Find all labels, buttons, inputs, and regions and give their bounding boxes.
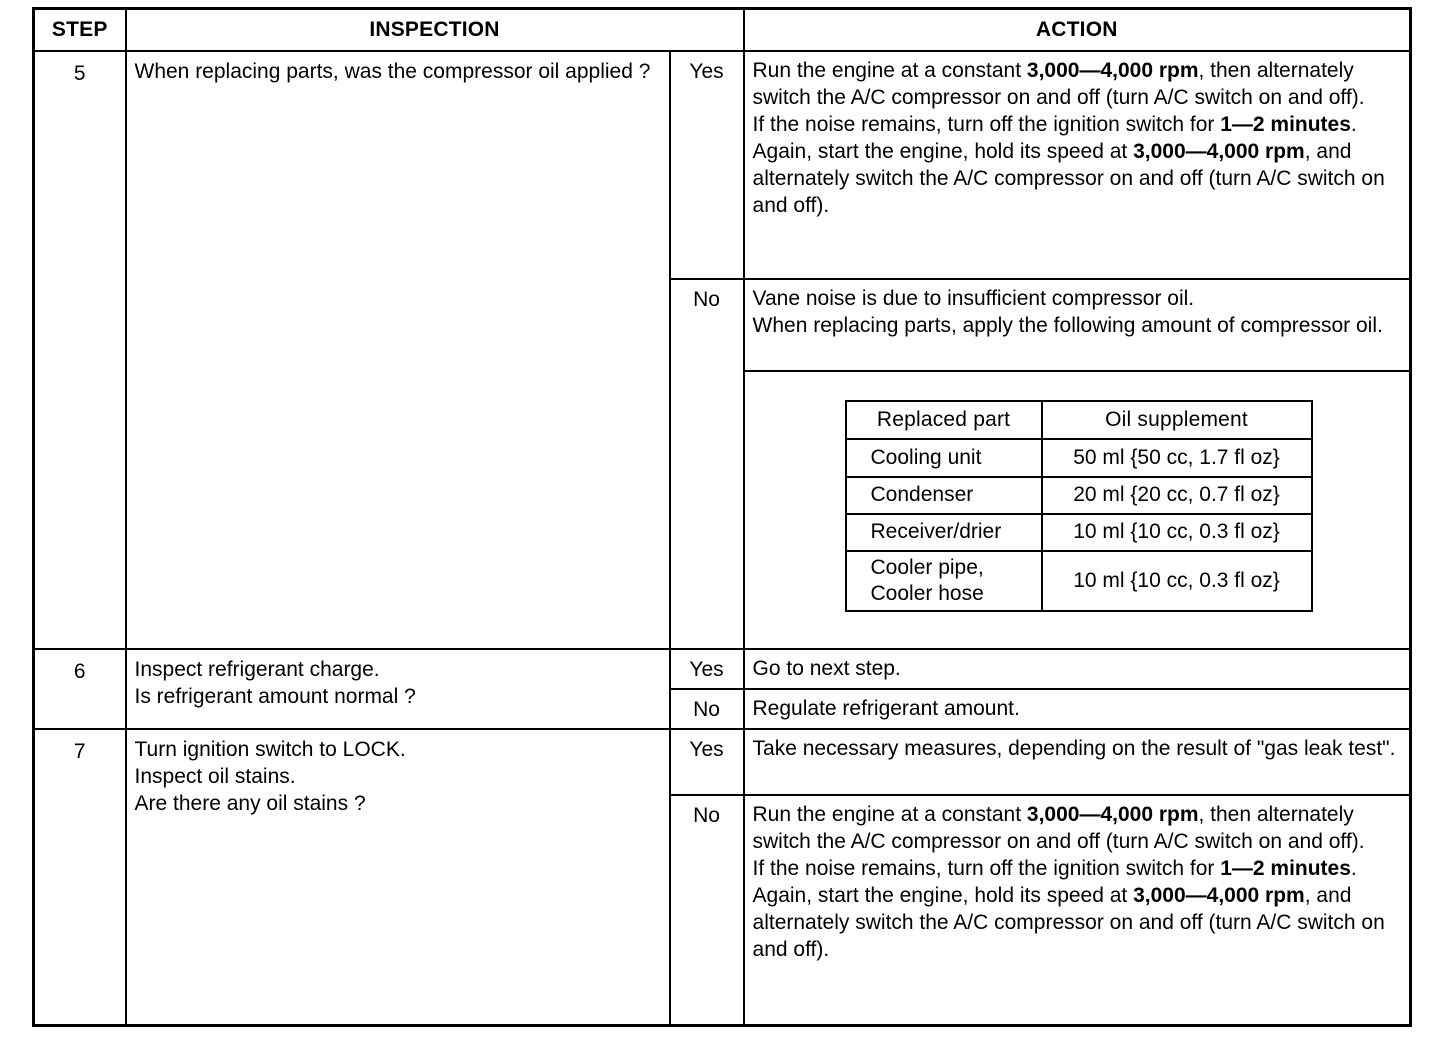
action-text: Regulate refrigerant amount. (744, 689, 1411, 729)
header-action: ACTION (744, 9, 1411, 51)
oil-row (846, 514, 1312, 551)
step-number: 7 (34, 729, 126, 1026)
action-text: Take necessary measures, depending on the result of "gas leak test". (744, 729, 1411, 795)
inspection-text: Inspect refrigerant charge. Is refrigerant amount normal ? (126, 649, 670, 729)
header-row (34, 9, 1411, 51)
oil-col-part: Replaced part (846, 401, 1042, 439)
no-label: No (670, 795, 744, 1026)
action-text: Run the engine at a constant 3,000—4,000 rpm, then alternately switch the A/C compressor on and off (turn A/C switch on and off). If the noise remains, turn off the ignition switch for 1—2 minutes. Again, start the engine, hold its speed at 3,000—4,000 rpm, and alternately switch the A/C compressor on and off (turn A/C switch on and off). (744, 795, 1411, 1026)
oil-amount: 50 ml {50 cc, 1.7 fl oz} (1042, 439, 1312, 477)
oil-row (846, 551, 1312, 611)
oil-part: Cooler pipe, Cooler hose (846, 551, 1042, 611)
diagnosis-table (32, 7, 1412, 1027)
header-step: STEP (34, 9, 126, 51)
oil-part: Cooling unit (846, 439, 1042, 477)
no-label: No (670, 689, 744, 729)
oil-amount: 10 ml {10 cc, 0.3 fl oz} (1042, 551, 1312, 611)
step-number: 6 (34, 649, 126, 729)
table-row (34, 51, 1411, 279)
oil-row (846, 439, 1312, 477)
yes-label: Yes (670, 51, 744, 279)
oil-part: Condenser (846, 477, 1042, 514)
inspection-text: When replacing parts, was the compressor oil applied ? (126, 51, 670, 649)
yes-label: Yes (670, 649, 744, 689)
table-row (34, 729, 1411, 795)
oil-part: Receiver/drier (846, 514, 1042, 551)
oil-table-cell (744, 371, 1411, 649)
inspection-text: Turn ignition switch to LOCK. Inspect oil stains. Are there any oil stains ? (126, 729, 670, 1026)
oil-supplement-table (845, 400, 1313, 612)
no-label: No (670, 279, 744, 649)
yes-label: Yes (670, 729, 744, 795)
action-text: Run the engine at a constant 3,000—4,000 rpm, then alternately switch the A/C compressor on and off (turn A/C switch on and off). If the noise remains, turn off the ignition switch for 1—2 minutes. Again, start the engine, hold its speed at 3,000—4,000 rpm, and alternately switch the A/C compressor on and off (turn A/C switch on and off). (744, 51, 1411, 279)
action-text: Vane noise is due to insufficient compressor oil. When replacing parts, apply the following amount of compressor oil. (744, 279, 1411, 371)
oil-amount: 20 ml {20 cc, 0.7 fl oz} (1042, 477, 1312, 514)
oil-row (846, 477, 1312, 514)
step-number: 5 (34, 51, 126, 649)
table-row (34, 649, 1411, 689)
oil-col-oil: Oil supplement (1042, 401, 1312, 439)
header-inspection: INSPECTION (126, 9, 744, 51)
oil-amount: 10 ml {10 cc, 0.3 fl oz} (1042, 514, 1312, 551)
action-text: Go to next step. (744, 649, 1411, 689)
oil-header-row (846, 401, 1312, 439)
